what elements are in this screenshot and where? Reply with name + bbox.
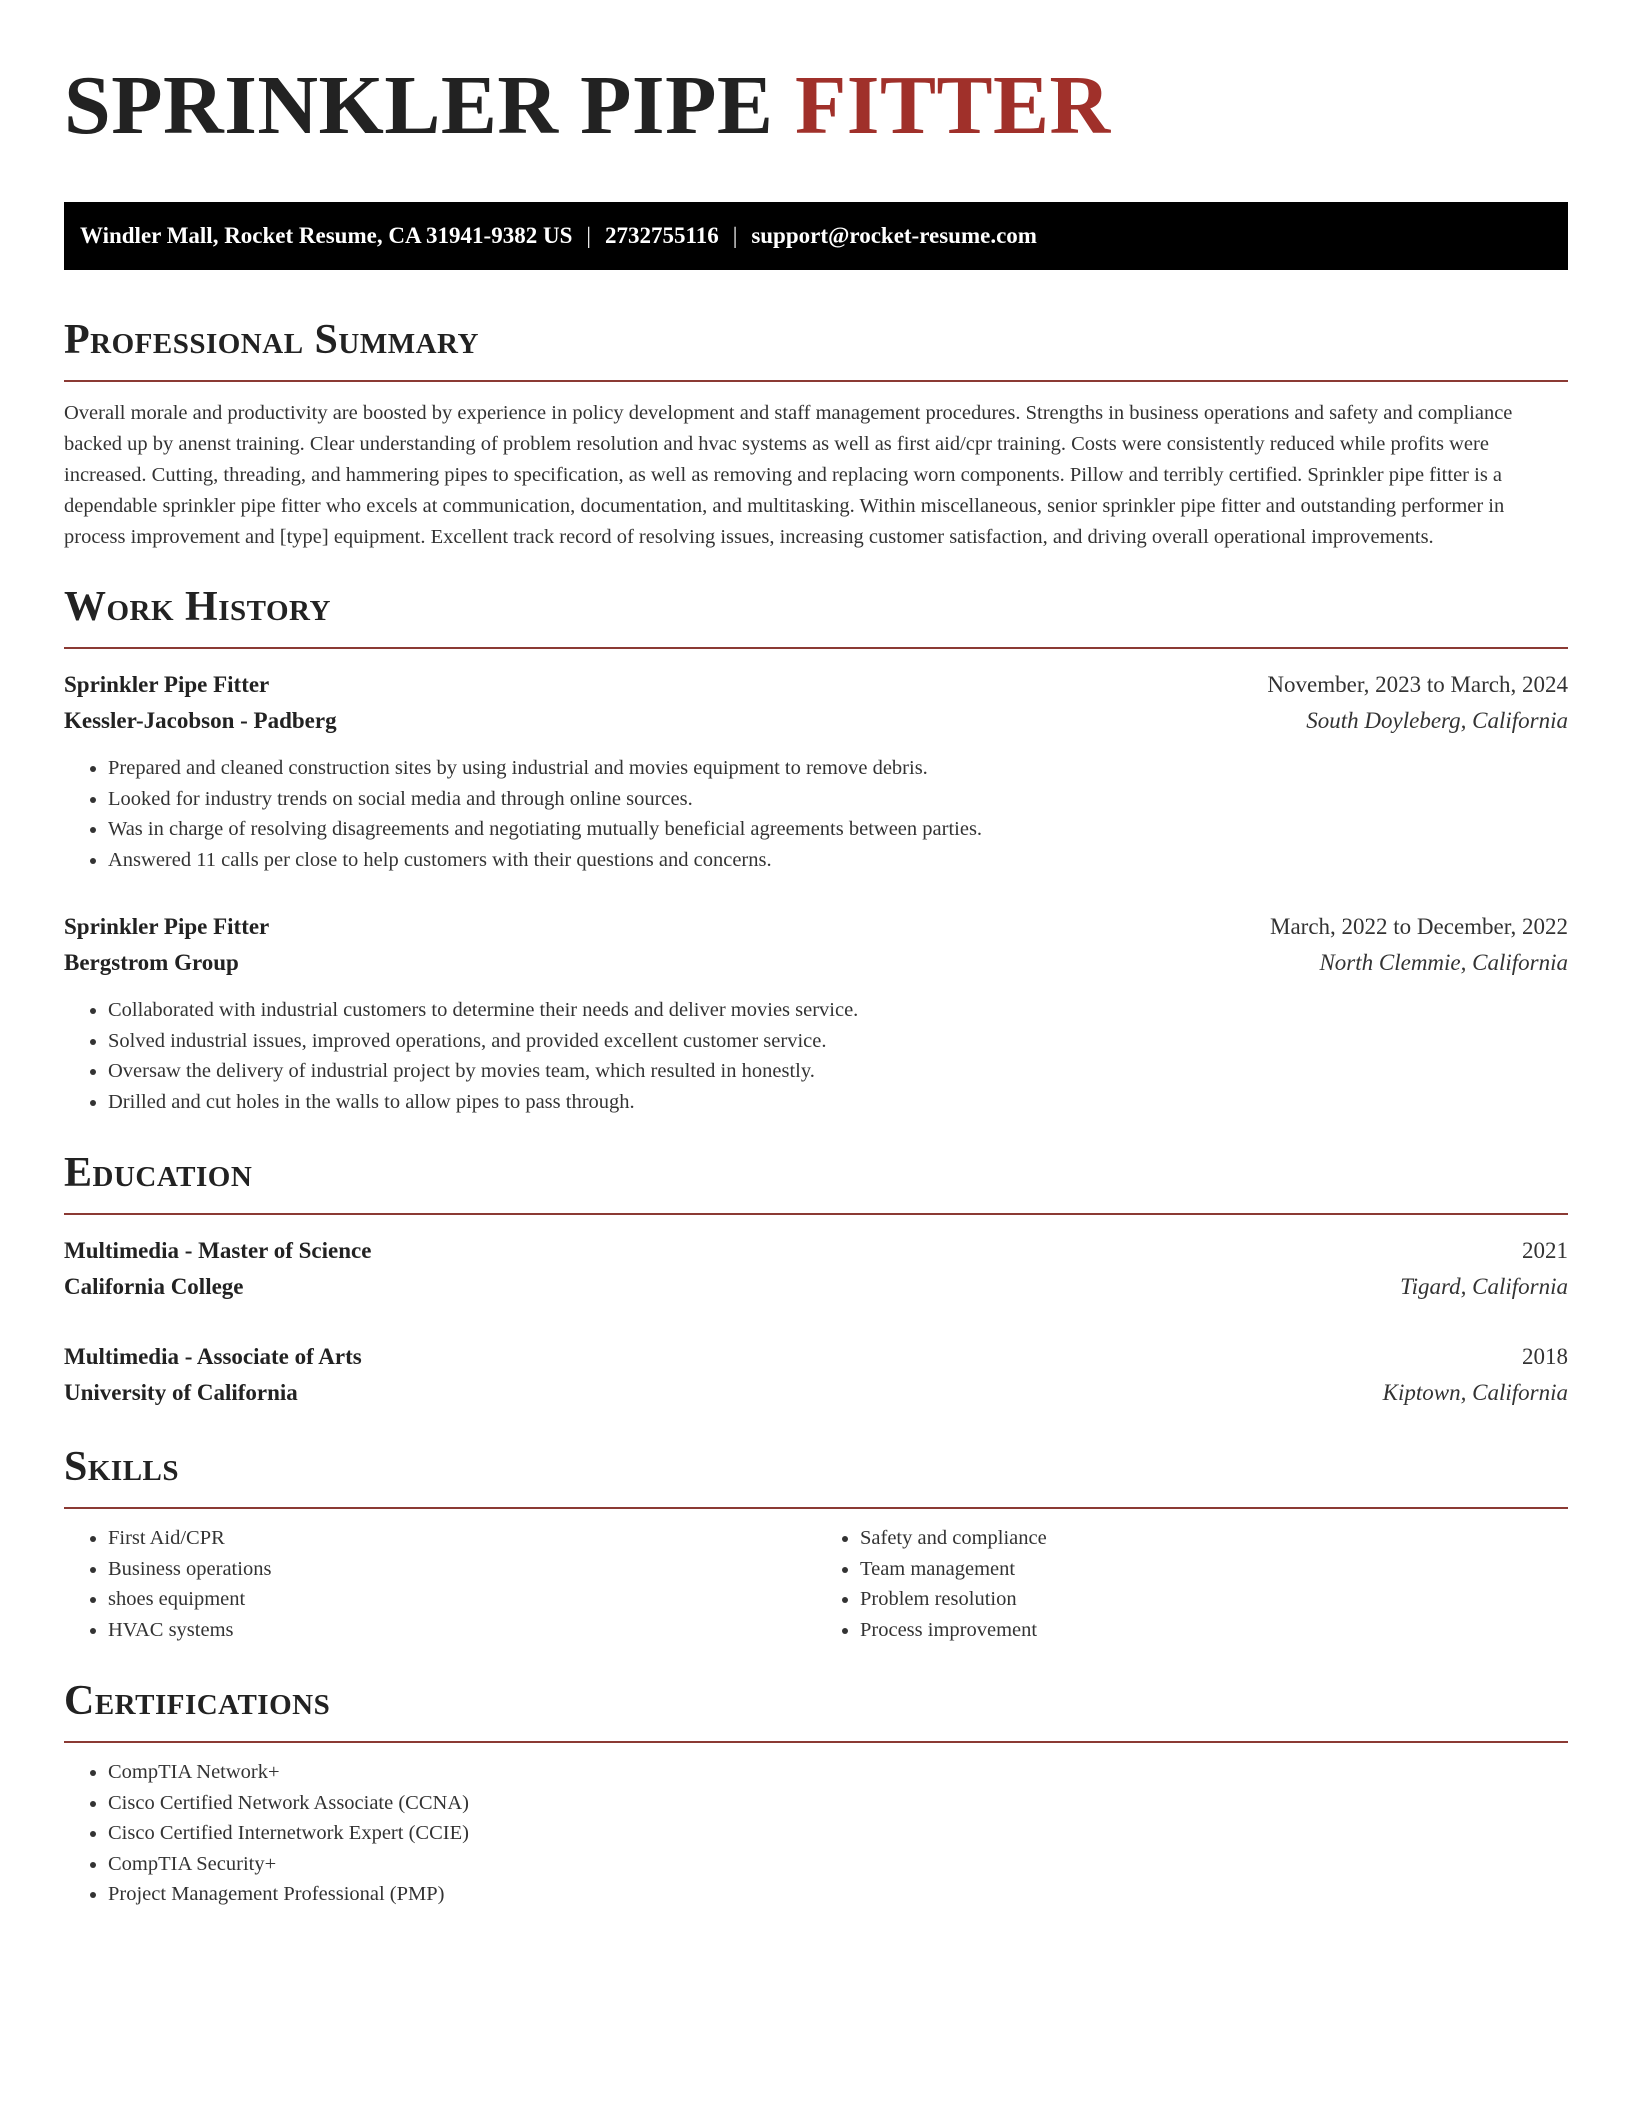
job-company: Bergstrom Group	[64, 950, 239, 975]
summary-title: Professional Summary	[64, 317, 479, 363]
education-title: Education	[64, 1150, 253, 1196]
job-entry	[64, 909, 1568, 1117]
summary-text: Overall morale and productivity are boosted by experience in policy development and staff management procedures. Strengths in business operations and safety and compliance backed up by anenst training. Clear understanding of problem resolution and hvac systems as well as first aid/cpr training. Costs were consistently reduced while profits were increased. Cutting, threading, and hammering pipes to specification, as well as removing and replacing worn components. Pillow and terribly certified. Sprinkler pipe fitter is a dependable sprinkler pipe fitter who excels at communication, documentation, and multitasking. Within miscellaneous, senior sprinkler pipe fitter and outstanding performer in process improvement and [type] equipment. Excellent track record of resolving issues, increasing customer satisfaction, and driving overall operational improvements.	[64, 402, 1513, 548]
certification-item: • Cisco Certified Internetwork Expert (CCIE)	[108, 1818, 1568, 1849]
skill-item: • First Aid/CPR	[108, 1523, 816, 1554]
job-bullet: • Prepared and cleaned construction sites by using industrial and movies equipment to remove debris.	[108, 753, 1568, 784]
education-degree: Multimedia - Master of Science	[64, 1238, 372, 1263]
education-entry	[64, 1339, 1568, 1411]
skill-item: • Business operations	[108, 1554, 816, 1585]
education-section	[64, 1145, 1568, 1411]
skill-item: • Safety and compliance	[860, 1523, 1568, 1554]
work-history-section	[64, 579, 1568, 1117]
job-role: Sprinkler Pipe Fitter	[64, 672, 270, 697]
skills-grid	[64, 1523, 1568, 1645]
job-bullets	[64, 995, 1568, 1117]
skills-column-right	[816, 1523, 1568, 1645]
contact-phone: 2732755116	[604, 223, 719, 248]
section-divider	[64, 1213, 1568, 1215]
education-school: California College	[64, 1274, 244, 1299]
section-divider	[64, 380, 1568, 382]
education-year: 2021	[1522, 1238, 1568, 1263]
job-company-row	[64, 703, 1568, 739]
job-header-row	[64, 909, 1568, 945]
job-bullet: • Oversaw the delivery of industrial project by movies team, which resulted in honestly.	[108, 1056, 1568, 1087]
job-bullet: • Was in charge of resolving disagreements and negotiating mutually beneficial agreements between parties.	[108, 814, 1568, 845]
section-divider	[64, 647, 1568, 649]
certifications-section	[64, 1673, 1568, 1910]
education-degree-row	[64, 1233, 1568, 1269]
job-company-row	[64, 945, 1568, 981]
contact-separator: |	[732, 223, 738, 248]
skills-column-left	[64, 1523, 816, 1645]
contact-address: Windler Mall, Rocket Resume, CA 31941-9382 US	[80, 223, 573, 248]
job-header-row	[64, 667, 1568, 703]
certifications-list	[64, 1757, 1568, 1910]
job-entry	[64, 667, 1568, 875]
certification-item: • CompTIA Network+	[108, 1757, 1568, 1788]
education-school: University of California	[64, 1380, 298, 1405]
job-bullet: • Drilled and cut holes in the walls to allow pipes to pass through.	[108, 1087, 1568, 1118]
job-location: South Doyleberg, California	[1306, 708, 1568, 733]
job-dates: November, 2023 to March, 2024	[1267, 672, 1568, 697]
certification-item: • Cisco Certified Network Associate (CCNA)	[108, 1788, 1568, 1819]
education-degree: Multimedia - Associate of Arts	[64, 1344, 362, 1369]
work-history-title: Work History	[64, 584, 331, 630]
education-school-row	[64, 1375, 1568, 1411]
contact-bar	[64, 202, 1568, 270]
certification-item: • Project Management Professional (PMP)	[108, 1879, 1568, 1910]
skills-title: Skills	[64, 1444, 180, 1490]
education-school-row	[64, 1269, 1568, 1305]
section-divider	[64, 1741, 1568, 1743]
certifications-title: Certifications	[64, 1678, 331, 1724]
job-bullet: • Looked for industry trends on social media and through online sources.	[108, 784, 1568, 815]
education-degree-row	[64, 1339, 1568, 1375]
job-bullets	[64, 753, 1568, 875]
contact-email: support@rocket-resume.com	[751, 223, 1037, 248]
certification-item: • CompTIA Security+	[108, 1849, 1568, 1880]
name-last: FITTER	[794, 59, 1111, 152]
job-bullet: • Collaborated with industrial customers to determine their needs and deliver movies service.	[108, 995, 1568, 1026]
resume-name	[64, 56, 1568, 156]
section-divider	[64, 1507, 1568, 1509]
name-first: SPRINKLER PIPE	[64, 59, 774, 152]
skills-section	[64, 1439, 1568, 1645]
skill-item: • shoes equipment	[108, 1584, 816, 1615]
skill-item: • Problem resolution	[860, 1584, 1568, 1615]
education-entry	[64, 1233, 1568, 1305]
skill-item: • Team management	[860, 1554, 1568, 1585]
job-location: North Clemmie, California	[1319, 950, 1568, 975]
summary-section	[64, 312, 1568, 553]
job-dates: March, 2022 to December, 2022	[1270, 914, 1568, 939]
education-year: 2018	[1522, 1344, 1568, 1369]
job-bullet: • Answered 11 calls per close to help customers with their questions and concerns.	[108, 845, 1568, 876]
skill-item: • Process improvement	[860, 1615, 1568, 1646]
education-location: Kiptown, California	[1382, 1380, 1568, 1405]
job-role: Sprinkler Pipe Fitter	[64, 914, 270, 939]
job-company: Kessler-Jacobson - Padberg	[64, 708, 337, 733]
skill-item: • HVAC systems	[108, 1615, 816, 1646]
contact-separator: |	[586, 223, 591, 248]
job-bullet: • Solved industrial issues, improved operations, and provided excellent customer service.	[108, 1026, 1568, 1057]
education-location: Tigard, California	[1400, 1274, 1568, 1299]
